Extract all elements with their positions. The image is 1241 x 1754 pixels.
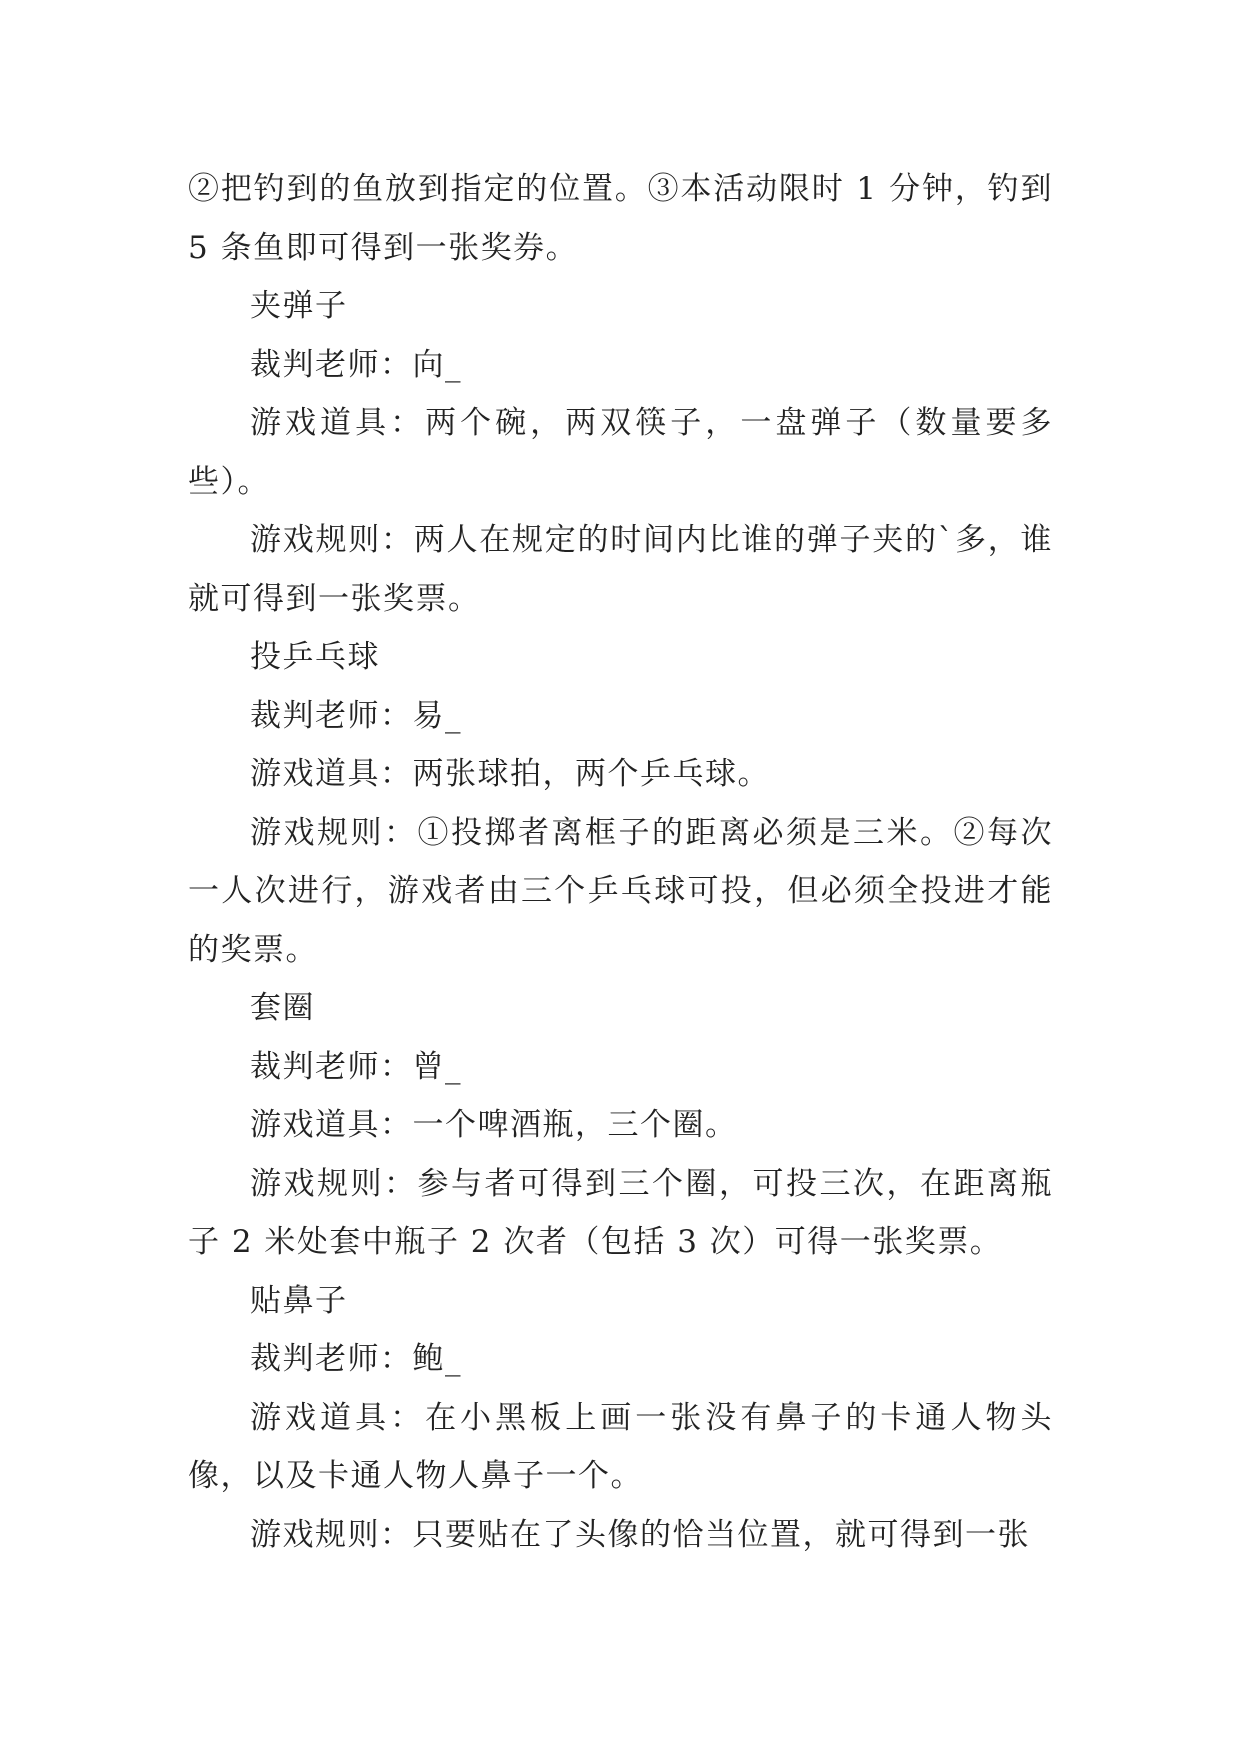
ping-pong-props: 游戏道具：两张球拍，两个乒乓球。: [250, 756, 770, 792]
stick-nose-props: 游戏道具：在小黑板上画一张没有鼻子的卡通人物头像，以及卡通人物人鼻子一个。: [188, 1399, 1053, 1494]
heading-ping-pong-game: 投乒乓球: [250, 639, 380, 675]
ping-pong-referee: 裁判老师：易_: [250, 697, 462, 734]
stick-nose-referee: 裁判老师：鲍_: [250, 1341, 462, 1377]
ring-toss-props: 游戏道具：一个啤酒瓶，三个圈。: [250, 1107, 738, 1143]
marbles-referee: 裁判老师：向_: [250, 346, 462, 383]
stick-nose-rules: 游戏规则：只要贴在了头像的恰当位置，就可得到一张: [250, 1516, 1030, 1553]
heading-ring-toss-game: 套圈: [250, 990, 315, 1026]
paragraph-fishing-rules: ②把钓到的鱼放到指定的位置。③本活动限时 1 分钟，钓到 5 条鱼即可得到一张奖券。: [188, 171, 1053, 266]
ping-pong-rules: 游戏规则：①投掷者离框子的距离必须是三米。②每次一人次进行，游戏者由三个乒乓球可投，但必须全投进才能的奖票。: [188, 814, 1053, 968]
ring-toss-rules: 游戏规则：参与者可得到三个圈，可投三次，在距离瓶子 2 米处套中瓶子 2 次者（包括 3 次）可得一张奖票。: [188, 1165, 1053, 1260]
ring-toss-referee: 裁判老师：曾_: [250, 1048, 462, 1085]
marbles-rules: 游戏规则：两人在规定的时间内比谁的弹子夹的`多，谁就可得到一张奖票。: [188, 522, 1053, 617]
heading-stick-nose-game: 贴鼻子: [250, 1282, 348, 1319]
heading-marbles-game: 夹弹子: [250, 288, 348, 324]
document-body: [188, 160, 1053, 1564]
marbles-props: 游戏道具：两个碗，两双筷子，一盘弹子（数量要多些）。: [188, 405, 1053, 500]
